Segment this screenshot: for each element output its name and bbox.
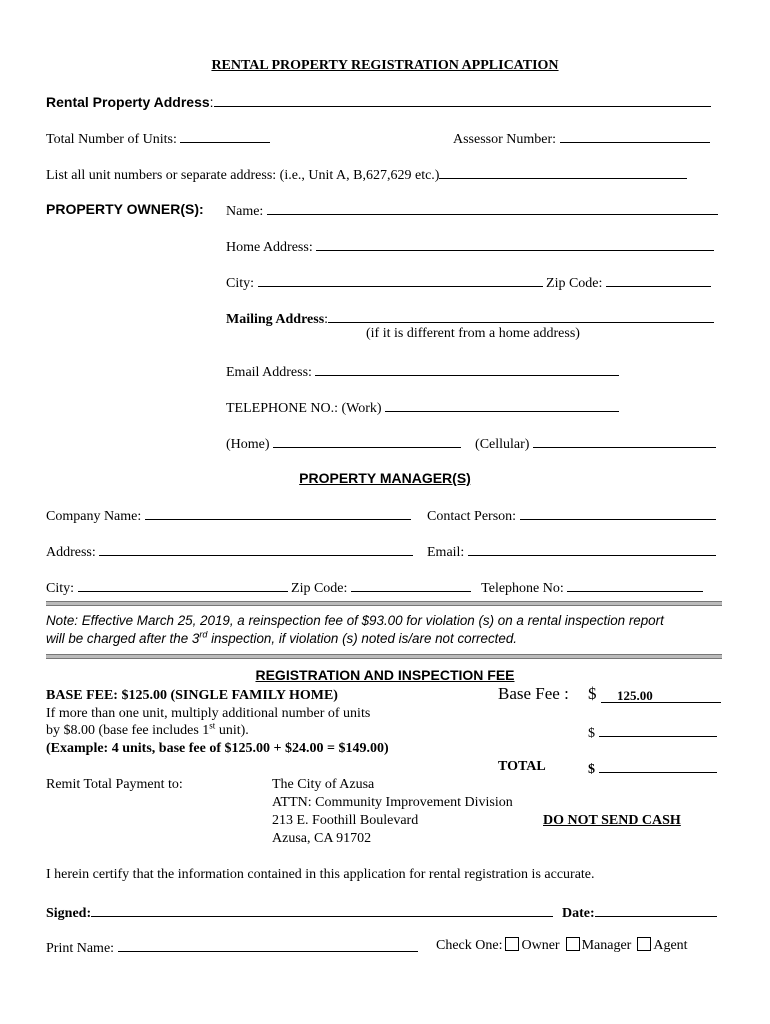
owner-name-field[interactable] — [267, 200, 718, 215]
manager-contact-row — [427, 505, 716, 526]
rental-property-address-label: Rental Property Address — [46, 94, 210, 110]
owner-home-address-field[interactable] — [316, 236, 714, 251]
signature-field[interactable] — [91, 902, 553, 917]
fee-heading: REGISTRATION AND INSPECTION FEE — [255, 667, 515, 683]
unit-list-label: List all unit numbers or separate address: (i.e., Unit A, B,627,629 etc.) — [46, 168, 440, 183]
property-owner-heading: PROPERTY OWNER(S): — [46, 201, 204, 217]
units-row — [46, 128, 270, 149]
owner-city-row — [226, 272, 711, 293]
units-field[interactable] — [180, 128, 270, 143]
owner-email-field[interactable] — [315, 361, 619, 376]
remit-line2: ATTN: Community Improvement Division — [272, 795, 513, 810]
total-row — [588, 758, 717, 779]
owner-email-label: Email Address: — [226, 365, 312, 380]
manager-zip-label: Zip Code: — [291, 581, 348, 596]
manager-contact-field[interactable] — [520, 505, 716, 520]
owner-city-label: City: — [226, 276, 255, 291]
divider-top — [46, 601, 722, 606]
owner-home-phone-label: (Home) — [226, 437, 270, 452]
manager-company-row — [46, 505, 411, 526]
print-name-row — [46, 937, 418, 958]
check-one-label: Check One: — [436, 938, 503, 953]
manager-email-row — [427, 541, 716, 562]
remit-line1: The City of Azusa — [272, 777, 375, 792]
owner-option-label: Owner — [521, 938, 560, 953]
signed-label: Signed: — [46, 906, 92, 921]
manager-contact-label: Contact Person: — [427, 509, 517, 524]
owner-email-row — [226, 361, 619, 382]
reinspection-note-line2: will be charged after the 3rd inspection, if violation (s) noted is/are not corrected. — [46, 629, 517, 646]
owner-cell-phone-label: (Cellular) — [475, 437, 530, 452]
rental-property-address-field[interactable] — [214, 92, 711, 107]
manager-address-label: Address: — [46, 545, 96, 560]
print-name-label: Print Name: — [46, 941, 115, 956]
assessor-field[interactable] — [560, 128, 710, 143]
additional-fee-field[interactable] — [599, 722, 717, 737]
reinspection-note-line1: Note: Effective March 25, 2019, a reinspection fee of $93.00 for violation (s) on a rental inspection report — [46, 613, 664, 628]
owner-home-address-label: Home Address: — [226, 240, 313, 255]
date-field[interactable] — [595, 902, 717, 917]
assessor-row — [453, 128, 710, 149]
property-manager-heading: PROPERTY MANAGER(S) — [299, 470, 471, 486]
owner-work-phone-label: TELEPHONE NO.: (Work) — [226, 401, 382, 416]
remit-label: Remit Total Payment to: — [46, 777, 183, 792]
manager-city-field[interactable] — [78, 577, 288, 592]
manager-company-field[interactable] — [145, 505, 411, 520]
manager-option-label: Manager — [581, 938, 632, 953]
owner-home-cell-phone-row — [226, 433, 716, 454]
signed-row — [46, 902, 553, 923]
remit-line4: Azusa, CA 91702 — [272, 831, 372, 846]
divider-bottom — [46, 654, 722, 659]
page-title: RENTAL PROPERTY REGISTRATION APPLICATION — [211, 58, 559, 73]
total-label: TOTAL — [498, 759, 546, 774]
owner-mailing-note: (if it is different from a home address) — [366, 326, 580, 341]
manager-email-label: Email: — [427, 545, 465, 560]
manager-phone-label: Telephone No: — [481, 581, 564, 596]
owner-zip-label: Zip Code: — [546, 276, 603, 291]
units-label: Total Number of Units: — [46, 132, 177, 147]
manager-zip-field[interactable] — [351, 577, 471, 592]
owner-home-address-row — [226, 236, 714, 257]
owner-city-field[interactable] — [258, 272, 543, 287]
no-cash-warning: DO NOT SEND CASH — [543, 813, 681, 828]
manager-city-label: City: — [46, 581, 75, 596]
owner-mailing-label: Mailing Address — [226, 312, 325, 327]
unit-list-row — [46, 164, 687, 185]
owner-name-label: Name: — [226, 204, 264, 219]
base-fee-value[interactable]: 125.00 — [601, 687, 721, 703]
agent-checkbox[interactable] — [637, 937, 651, 951]
manager-phone-field[interactable] — [567, 577, 703, 592]
total-field[interactable] — [599, 758, 717, 773]
manager-checkbox[interactable] — [566, 937, 580, 951]
owner-home-phone-field[interactable] — [273, 433, 461, 448]
base-fee-dollar: $ — [588, 684, 597, 703]
agent-option-label: Agent — [653, 938, 688, 953]
owner-mailing-field[interactable] — [328, 308, 714, 323]
manager-email-field[interactable] — [468, 541, 716, 556]
manager-company-label: Company Name: — [46, 509, 142, 524]
multi-unit-line2: by $8.00 (base fee includes 1st unit). — [46, 720, 249, 738]
base-fee-description: BASE FEE: $125.00 (SINGLE FAMILY HOME) — [46, 688, 338, 703]
total-dollar: $ — [588, 762, 595, 777]
print-name-field[interactable] — [118, 937, 418, 952]
fee-example: (Example: 4 units, base fee of $125.00 + $24.00 = $149.00) — [46, 741, 389, 756]
owner-mailing-row: Mailing Address: — [226, 308, 714, 329]
manager-address-field[interactable] — [99, 541, 413, 556]
additional-fee-row — [588, 722, 717, 743]
manager-city-row — [46, 577, 703, 598]
multi-unit-line1: If more than one unit, multiply additional number of units — [46, 706, 371, 721]
additional-fee-dollar: $ — [588, 726, 595, 741]
date-row — [562, 902, 717, 923]
check-one-row — [436, 937, 688, 955]
owner-name-row — [226, 200, 718, 221]
manager-address-row — [46, 541, 413, 562]
assessor-label: Assessor Number: — [453, 132, 557, 147]
owner-work-phone-row — [226, 397, 619, 418]
owner-work-phone-field[interactable] — [385, 397, 619, 412]
remit-line3: 213 E. Foothill Boulevard — [272, 813, 419, 828]
date-label: Date: — [562, 906, 595, 921]
base-fee-label: Base Fee : — [498, 684, 569, 703]
owner-cell-phone-field[interactable] — [533, 433, 716, 448]
certification-statement: I herein certify that the information contained in this application for rental registration is accurate. — [46, 867, 595, 882]
owner-zip-field[interactable] — [606, 272, 711, 287]
rental-property-address-row: Rental Property Address: — [46, 92, 711, 113]
owner-checkbox[interactable] — [505, 937, 519, 951]
unit-list-field[interactable] — [439, 164, 687, 179]
